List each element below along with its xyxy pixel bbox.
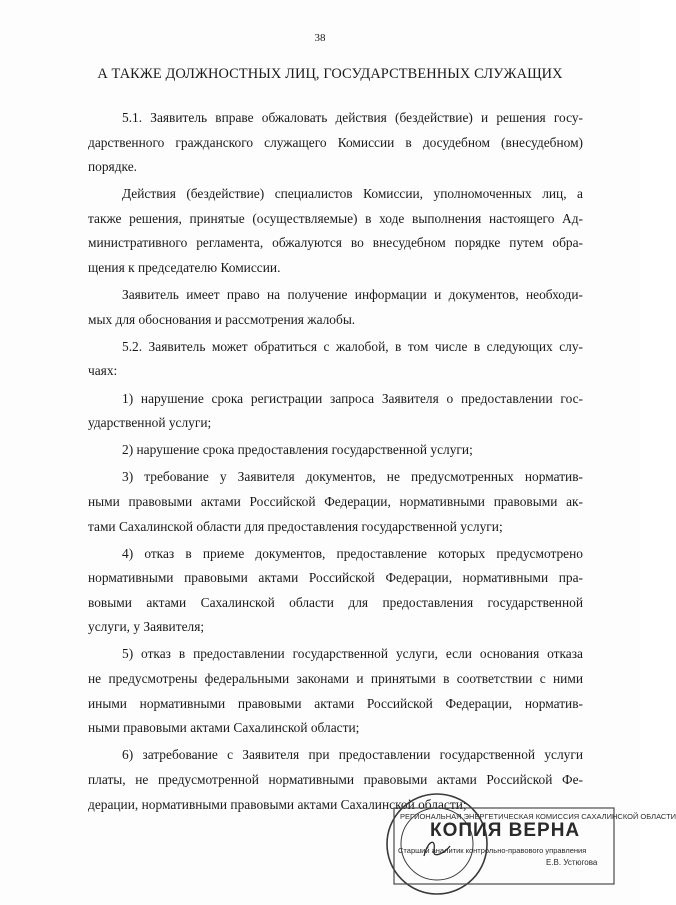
stamp-seal-text: РЕГИОНАЛЬНАЯ ЭНЕРГЕТИЧЕСКАЯ КОМИССИЯ САХАЛИНСКОЙ ОБЛАСТИ xyxy=(400,812,676,821)
text-line: нормативными правовыми актами Российской Федерации, нормативными пра- xyxy=(88,570,583,586)
section-heading: А ТАКЖЕ ДОЛЖНОСТНЫХ ЛИЦ, ГОСУДАРСТВЕННЫХ СЛУЖАЩИХ xyxy=(97,66,563,82)
text-line: услуги, у Заявителя; xyxy=(88,619,205,635)
text-line: 2) нарушение срока предоставления государственной услуги; xyxy=(122,442,473,458)
stamp-title: КОПИЯ ВЕРНА xyxy=(430,820,581,841)
text-line: порядке. xyxy=(88,159,137,175)
text-line: 5.2. Заявитель может обратиться с жалобой, в том числе в следующих слу- xyxy=(122,338,583,354)
text-line: дерации, нормативными правовыми актами Сахалинской области; xyxy=(88,796,467,812)
text-line: чаях: xyxy=(88,363,118,379)
text-line: иными нормативными правовыми актами Российской Федерации, норматив- xyxy=(88,695,583,711)
text-line: также решения, принятые (осуществляемые) в ходе выполнения настоящего Ад- xyxy=(88,210,583,226)
text-line: ными правовыми актами Российской Федерации, нормативными правовыми ак- xyxy=(88,493,583,509)
text-line: ударственной услуги; xyxy=(88,415,212,431)
text-line: щения к председателю Комиссии. xyxy=(88,260,281,276)
text-line: 1) нарушение срока регистрации запроса Заявителя о предоставлении гос- xyxy=(122,390,583,406)
text-line: мых для обоснования и рассмотрения жалобы. xyxy=(88,311,356,327)
document-body xyxy=(88,106,583,817)
stamp-signer-name: Е.В. Устюгова xyxy=(546,858,598,867)
text-line: 3) требование у Заявителя документов, не предусмотренных норматив- xyxy=(122,469,583,485)
stamp-position-line: Старший аналитик контрольно-правового управления xyxy=(398,846,587,855)
text-line: 6) затребование с Заявителя при предоставлении государственной услуги xyxy=(122,747,583,763)
text-line: тами Сахалинской области для предоставления государственной услуги; xyxy=(88,518,503,534)
text-line: Действия (бездействие) специалистов Комиссии, уполномоченных лиц, а xyxy=(122,186,583,202)
text-line: 5.1. Заявитель вправе обжаловать действия (бездействие) и решения госу- xyxy=(122,110,583,125)
page-number: 38 xyxy=(314,32,326,44)
text-line: 5) отказ в предоставлении государственной услуги, если основания отказа xyxy=(122,646,583,662)
text-line: дарственного гражданского служащего Комиссии в досудебном (внесудебном) xyxy=(88,134,583,150)
text-line: Заявитель имеет право на получение информации и документов, необходи- xyxy=(122,287,583,303)
text-line: министративного регламента, обжалуются во внесудебном порядке путем обра- xyxy=(88,235,583,251)
text-line: 4) отказ в приеме документов, предоставление которых предусмотрено xyxy=(122,545,583,561)
text-line: ными правовыми актами Сахалинской области; xyxy=(88,720,360,736)
text-line: вовыми актами Сахалинской области для предоставления государственной xyxy=(88,594,583,610)
text-line: не предусмотрены федеральными законами и принятыми в соответствии с ними xyxy=(88,671,583,687)
text-line: платы, не предусмотренной нормативными правовыми актами Российской Фе- xyxy=(88,771,583,787)
